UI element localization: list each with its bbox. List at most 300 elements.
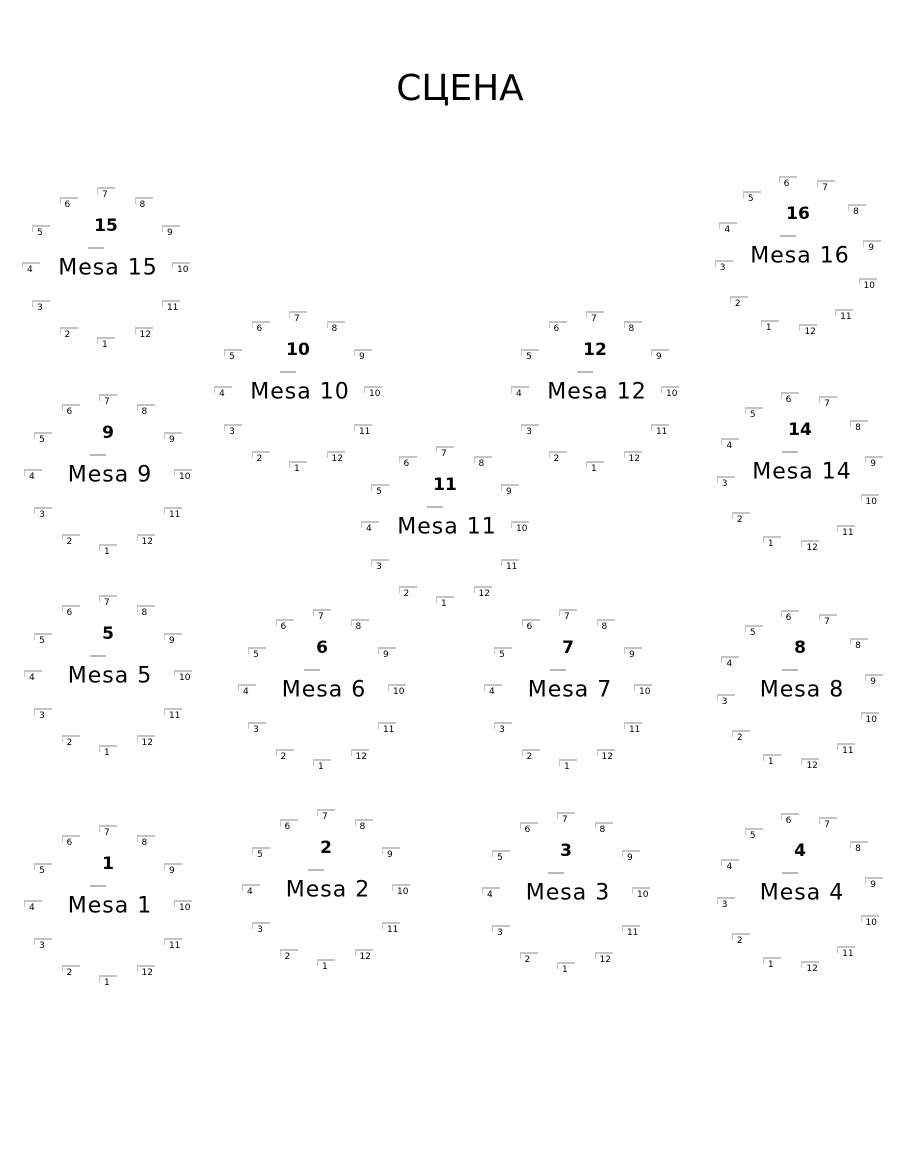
seat-number: 3: [257, 924, 263, 935]
seat-2: [520, 952, 538, 968]
seat-marker: [482, 887, 500, 889]
seat-tick: [99, 975, 100, 982]
seat-number: 11: [168, 710, 181, 721]
seat-tick: [819, 396, 820, 403]
seat-marker: [474, 586, 492, 588]
seat-2: [62, 534, 80, 550]
seat-number: 6: [66, 608, 73, 619]
seat-marker: [174, 670, 192, 672]
seat-tick: [763, 754, 764, 761]
seat-number: 3: [526, 426, 532, 437]
seat-marker: [850, 420, 868, 422]
seat-marker: [763, 754, 781, 756]
seat-marker: [521, 349, 539, 351]
seat-8: [474, 456, 492, 472]
seat-11: [164, 507, 182, 523]
seat-tick: [865, 674, 866, 681]
seat-5: [521, 349, 539, 365]
table-center-mark: [782, 669, 798, 671]
seat-marker: [835, 309, 853, 311]
seat-marker: [661, 386, 679, 388]
seat-12: [801, 758, 819, 774]
seat-tick: [721, 438, 722, 445]
table-number: 6: [316, 638, 328, 658]
seat-number: 11: [628, 724, 641, 735]
seat-6: [522, 619, 540, 635]
seat-1: [559, 759, 577, 775]
seat-tick: [819, 817, 820, 824]
seat-6: [60, 197, 78, 213]
seat-12: [624, 451, 642, 467]
seat-number: 5: [749, 409, 756, 420]
seat-3: [717, 476, 735, 492]
seat-number: 8: [478, 459, 485, 470]
seat-6: [779, 176, 797, 192]
seat-4: [24, 469, 42, 485]
seat-tick: [732, 512, 733, 519]
seat-marker: [62, 605, 80, 607]
seat-number: 4: [29, 903, 35, 913]
seat-1: [99, 975, 117, 991]
seat-number: 11: [626, 927, 639, 938]
seat-5: [32, 225, 50, 241]
seat-number: 2: [280, 751, 287, 762]
seat-marker: [214, 386, 232, 388]
seat-number: 9: [168, 635, 175, 646]
seat-tick: [224, 424, 225, 431]
seat-marker: [521, 424, 539, 426]
seat-number: 8: [139, 200, 146, 211]
seat-number: 10: [666, 389, 678, 399]
seat-number: 7: [318, 612, 324, 622]
seat-marker: [242, 884, 260, 886]
seat-number: 4: [243, 687, 249, 697]
seat-number: 9: [628, 649, 635, 660]
seat-marker: [24, 670, 42, 672]
seat-number: 6: [403, 459, 410, 470]
seat-3: [32, 300, 50, 316]
seat-tick: [522, 749, 523, 756]
seat-marker: [559, 609, 577, 611]
seat-tick: [436, 446, 437, 453]
seat-marker: [837, 743, 855, 745]
seat-marker: [745, 828, 763, 830]
table-name: Mesa 2: [285, 877, 371, 903]
seat-tick: [837, 743, 838, 750]
seat-11: [651, 424, 669, 440]
seat-5: [34, 633, 52, 649]
seat-marker: [355, 819, 373, 821]
seat-tick: [164, 432, 165, 439]
seat-7: [97, 187, 115, 203]
table-number: 8: [794, 638, 806, 658]
seat-tick: [99, 544, 100, 551]
seat-number: 12: [331, 453, 343, 464]
seat-tick: [174, 670, 175, 677]
seat-marker: [436, 446, 454, 448]
seat-5: [371, 484, 389, 500]
seat-tick: [135, 197, 136, 204]
seat-tick: [388, 684, 389, 691]
seat-tick: [252, 922, 253, 929]
seat-number: 8: [855, 640, 861, 651]
seat-tick: [238, 684, 239, 691]
seat-number: 10: [369, 389, 381, 399]
seat-tick: [392, 884, 393, 891]
seat-marker: [238, 684, 256, 686]
seat-11: [622, 925, 640, 941]
seat-tick: [863, 240, 864, 247]
seat-3: [371, 559, 389, 575]
seat-1: [289, 461, 307, 477]
seat-1: [763, 957, 781, 973]
seat-marker: [364, 386, 382, 388]
seat-9: [865, 674, 883, 690]
seat-marker: [137, 404, 155, 406]
seat-4: [721, 656, 739, 672]
seat-marker: [289, 311, 307, 313]
seat-number: 3: [721, 697, 728, 708]
seat-tick: [276, 749, 277, 756]
seat-tick: [511, 521, 512, 528]
seat-marker: [382, 847, 400, 849]
seat-2: [399, 586, 417, 602]
seat-9: [164, 432, 182, 448]
seat-marker: [837, 946, 855, 948]
seat-5: [248, 647, 266, 663]
seat-tick: [355, 949, 356, 956]
seat-marker: [34, 633, 52, 635]
seat-6: [549, 321, 567, 337]
seat-tick: [474, 586, 475, 593]
seat-marker: [801, 961, 819, 963]
table-name: Mesa 6: [281, 677, 367, 703]
seat-7: [586, 311, 604, 327]
seat-number: 7: [104, 828, 110, 838]
seat-tick: [595, 822, 596, 829]
seat-number: 2: [734, 299, 741, 310]
seat-12: [327, 451, 345, 467]
seat-marker: [622, 925, 640, 927]
seat-number: 8: [599, 825, 606, 836]
seat-number: 11: [842, 949, 854, 960]
seat-marker: [559, 759, 577, 761]
table-number: 9: [102, 423, 114, 443]
seat-3: [715, 260, 733, 276]
seat-number: 1: [294, 464, 300, 474]
seat-number: 3: [721, 479, 728, 490]
seat-tick: [97, 337, 98, 344]
seat-marker: [99, 975, 117, 977]
seat-4: [24, 670, 42, 686]
seat-marker: [634, 684, 652, 686]
seat-marker: [549, 451, 567, 453]
seat-tick: [801, 758, 802, 765]
table-number: 11: [433, 475, 457, 495]
seat-number: 4: [724, 224, 731, 235]
seat-12: [799, 324, 817, 340]
seat-marker: [62, 835, 80, 837]
seat-8: [595, 822, 613, 838]
seat-tick: [99, 394, 100, 401]
seat-number: 8: [331, 324, 338, 335]
seat-marker: [164, 938, 182, 940]
seat-number: 10: [865, 497, 877, 508]
seat-marker: [622, 850, 640, 852]
seat-8: [850, 841, 868, 857]
table-center-mark: [550, 669, 566, 671]
seat-marker: [99, 825, 117, 827]
seat-marker: [781, 392, 799, 394]
seat-number: 5: [499, 649, 505, 660]
seat-9: [164, 633, 182, 649]
seat-number: 9: [382, 649, 389, 660]
seat-tick: [717, 694, 718, 701]
seat-2: [732, 933, 750, 949]
seat-marker: [557, 812, 575, 814]
seat-marker: [99, 394, 117, 396]
seat-tick: [801, 961, 802, 968]
seat-2: [280, 949, 298, 965]
seat-marker: [351, 619, 369, 621]
seat-5: [745, 625, 763, 641]
seat-marker: [62, 534, 80, 536]
seat-tick: [162, 225, 163, 232]
seat-tick: [732, 730, 733, 737]
seat-tick: [34, 432, 35, 439]
seat-9: [651, 349, 669, 365]
seat-number: 4: [726, 440, 733, 451]
seat-tick: [399, 456, 400, 463]
table-center-mark: [90, 454, 106, 456]
seat-tick: [715, 260, 716, 267]
seat-number: 2: [524, 954, 531, 965]
seat-2: [252, 451, 270, 467]
seat-marker: [624, 647, 642, 649]
seat-9: [865, 456, 883, 472]
seat-tick: [557, 812, 558, 819]
seat-11: [624, 722, 642, 738]
seat-3: [252, 922, 270, 938]
seat-marker: [436, 596, 454, 598]
seat-marker: [34, 432, 52, 434]
seat-number: 10: [865, 918, 877, 929]
seat-11: [164, 708, 182, 724]
seat-tick: [848, 204, 849, 211]
seat-marker: [850, 841, 868, 843]
seat-marker: [717, 694, 735, 696]
seat-tick: [501, 559, 502, 566]
seat-marker: [492, 925, 510, 927]
seat-3: [248, 722, 266, 738]
seat-11: [501, 559, 519, 575]
table-center-mark: [304, 669, 320, 671]
seat-3: [717, 897, 735, 913]
seat-1: [313, 759, 331, 775]
seat-marker: [135, 327, 153, 329]
seat-number: 11: [842, 746, 854, 757]
seat-marker: [501, 484, 519, 486]
seat-marker: [252, 847, 270, 849]
seat-6: [252, 321, 270, 337]
seat-marker: [721, 656, 739, 658]
seat-number: 11: [840, 312, 852, 323]
seat-number: 7: [591, 314, 597, 324]
seat-number: 6: [66, 838, 73, 849]
seat-1: [99, 544, 117, 560]
seat-marker: [624, 321, 642, 323]
seat-tick: [34, 507, 35, 514]
seat-number: 7: [564, 612, 570, 622]
seat-tick: [214, 386, 215, 393]
seat-marker: [62, 965, 80, 967]
seat-tick: [865, 456, 866, 463]
seat-tick: [850, 638, 851, 645]
seat-number: 9: [870, 879, 876, 890]
seat-3: [492, 925, 510, 941]
seat-marker: [252, 451, 270, 453]
seat-tick: [781, 610, 782, 617]
seat-number: 10: [177, 265, 189, 275]
seat-tick: [721, 859, 722, 866]
seat-marker: [388, 684, 406, 686]
seat-number: 9: [870, 676, 876, 687]
seat-12: [595, 952, 613, 968]
seat-number: 10: [393, 687, 405, 697]
seat-7: [313, 609, 331, 625]
seat-number: 11: [166, 302, 179, 313]
seat-marker: [865, 674, 883, 676]
seat-number: 7: [104, 397, 110, 407]
seat-tick: [622, 925, 623, 932]
seat-tick: [62, 404, 63, 411]
seat-number: 8: [855, 843, 861, 854]
seat-marker: [162, 225, 180, 227]
seat-tick: [351, 619, 352, 626]
seat-9: [162, 225, 180, 241]
seat-tick: [781, 813, 782, 820]
seat-tick: [280, 819, 281, 826]
seat-tick: [861, 915, 862, 922]
seat-number: 8: [359, 822, 366, 833]
seat-marker: [522, 619, 540, 621]
seat-marker: [164, 633, 182, 635]
seat-marker: [371, 484, 389, 486]
seat-number: 11: [168, 509, 181, 520]
seat-marker: [361, 521, 379, 523]
seat-marker: [289, 461, 307, 463]
seat-12: [355, 949, 373, 965]
seat-tick: [549, 321, 550, 328]
seat-marker: [732, 730, 750, 732]
seat-tick: [850, 841, 851, 848]
seat-4: [721, 859, 739, 875]
table-number: 12: [583, 340, 607, 360]
seat-8: [850, 420, 868, 436]
seat-tick: [313, 609, 314, 616]
seat-tick: [597, 749, 598, 756]
seat-tick: [276, 619, 277, 626]
table-center-mark: [427, 506, 443, 508]
seat-tick: [494, 722, 495, 729]
seat-marker: [763, 957, 781, 959]
seat-number: 12: [628, 453, 640, 464]
seat-tick: [24, 469, 25, 476]
seat-6: [781, 610, 799, 626]
seat-3: [224, 424, 242, 440]
seat-marker: [313, 609, 331, 611]
seat-tick: [743, 191, 744, 198]
seat-tick: [137, 735, 138, 742]
seat-tick: [865, 877, 866, 884]
seat-tick: [317, 809, 318, 816]
seat-tick: [861, 712, 862, 719]
seat-number: 3: [39, 940, 45, 951]
table-number: 16: [786, 204, 810, 224]
seat-number: 1: [104, 547, 110, 557]
seat-4: [238, 684, 256, 700]
seat-8: [597, 619, 615, 635]
seat-tick: [745, 407, 746, 414]
seat-tick: [34, 938, 35, 945]
seat-tick: [252, 321, 253, 328]
seat-tick: [717, 476, 718, 483]
seat-number: 7: [102, 190, 108, 200]
seat-tick: [137, 605, 138, 612]
seat-marker: [164, 708, 182, 710]
seat-number: 2: [64, 329, 71, 340]
seat-tick: [651, 349, 652, 356]
seat-12: [801, 961, 819, 977]
seat-number: 2: [256, 453, 263, 464]
seat-number: 12: [478, 588, 490, 599]
seat-marker: [32, 300, 50, 302]
seat-marker: [850, 638, 868, 640]
seat-marker: [511, 386, 529, 388]
seat-11: [837, 743, 855, 759]
table-number: 15: [94, 216, 118, 236]
seat-number: 5: [376, 486, 382, 497]
seat-marker: [137, 965, 155, 967]
table-number: 14: [788, 420, 812, 440]
seat-3: [717, 694, 735, 710]
seat-tick: [661, 386, 662, 393]
seat-number: 1: [767, 756, 774, 767]
seat-marker: [837, 525, 855, 527]
seat-6: [276, 619, 294, 635]
seat-number: 12: [355, 751, 367, 762]
seat-tick: [242, 884, 243, 891]
seat-number: 5: [257, 849, 263, 860]
seat-tick: [60, 197, 61, 204]
seat-8: [327, 321, 345, 337]
seat-number: 12: [141, 737, 153, 748]
seat-10: [392, 884, 410, 900]
seat-tick: [164, 938, 165, 945]
seat-tick: [520, 952, 521, 959]
seat-tick: [371, 484, 372, 491]
seat-marker: [99, 745, 117, 747]
seat-number: 2: [66, 536, 73, 547]
seat-number: 1: [102, 340, 108, 350]
seat-tick: [34, 633, 35, 640]
seat-6: [399, 456, 417, 472]
seat-tick: [511, 386, 512, 393]
table-name: Mesa 14: [752, 459, 852, 485]
seat-number: 6: [280, 622, 287, 633]
seat-marker: [137, 534, 155, 536]
seat-tick: [763, 957, 764, 964]
